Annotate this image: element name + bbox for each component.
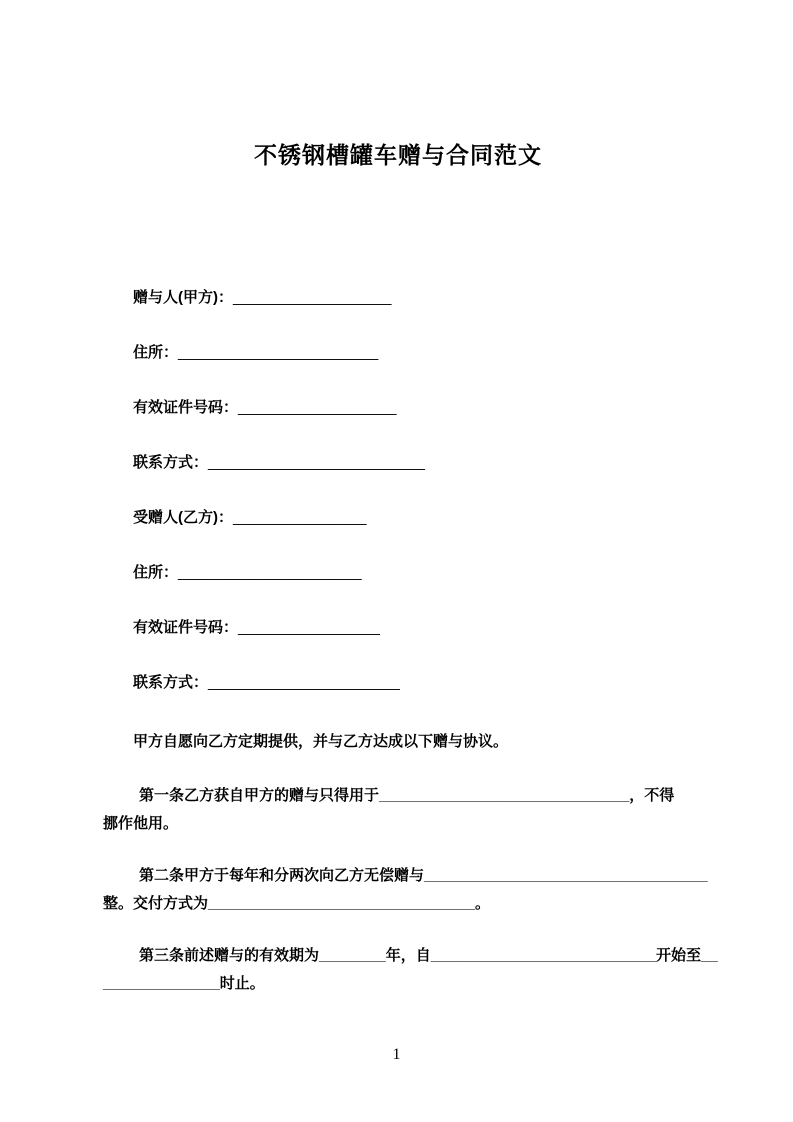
field-donor-address-label: 住所： <box>133 344 179 361</box>
page-number: 1 <box>392 1046 401 1063</box>
field-donee-id-number-blank: _________________ <box>238 619 380 636</box>
field-donor-name-label: 赠与人(甲方)： <box>133 289 233 306</box>
field-donee-id-number <box>103 618 693 638</box>
page-title: 不锈钢槽罐车赠与合同范文 <box>254 142 542 168</box>
field-donor-address <box>103 343 693 363</box>
field-donee-name-blank: ________________ <box>233 509 367 526</box>
intro-paragraph: 甲方自愿向乙方定期提供，并与乙方达成以下赠与协议。 <box>133 733 509 750</box>
field-donor-contact-label: 联系方式： <box>133 454 209 471</box>
field-donee-contact <box>103 673 693 693</box>
field-donee-address-blank: ______________________ <box>178 564 362 581</box>
field-donee-name <box>103 508 693 528</box>
field-donor-name-blank: ___________________ <box>233 289 392 306</box>
clause-1 <box>103 782 693 838</box>
clause-2-line-1: 第二条甲方于每年和分两次向乙方无偿赠与__________________________________ <box>139 867 708 884</box>
field-donor-id-number-label: 有效证件号码： <box>133 399 239 416</box>
field-donor-address-blank: ________________________ <box>178 344 379 361</box>
clause-1-line-2: 挪作他用。 <box>103 815 179 832</box>
clause-1-line-1: 第一条乙方获自甲方的赠与只得用于______________________________，不得 <box>139 787 675 804</box>
field-donor-name <box>103 288 693 308</box>
field-donee-address <box>103 563 693 583</box>
field-donee-id-number-label: 有效证件号码： <box>133 619 239 636</box>
clause-3-line-1: 第三条前述赠与的有效期为________年，自___________________________开始至__ <box>139 947 718 964</box>
field-donor-id-number <box>103 398 693 418</box>
field-donor-id-number-blank: ___________________ <box>238 399 397 416</box>
field-donee-contact-label: 联系方式： <box>133 674 209 691</box>
field-donor-contact <box>103 453 693 473</box>
clause-2-line-2: 整。交付方式为________________________________。 <box>103 895 490 912</box>
field-donor-contact-blank: __________________________ <box>208 454 425 471</box>
clause-3 <box>103 942 718 998</box>
field-donee-address-label: 住所： <box>133 564 179 581</box>
field-donee-name-label: 受赠人(乙方)： <box>133 509 233 526</box>
clause-2 <box>103 862 708 918</box>
clause-3-line-2: ______________时止。 <box>103 975 265 992</box>
field-donee-contact-blank: _______________________ <box>208 674 400 691</box>
party-info-fields <box>103 288 693 693</box>
